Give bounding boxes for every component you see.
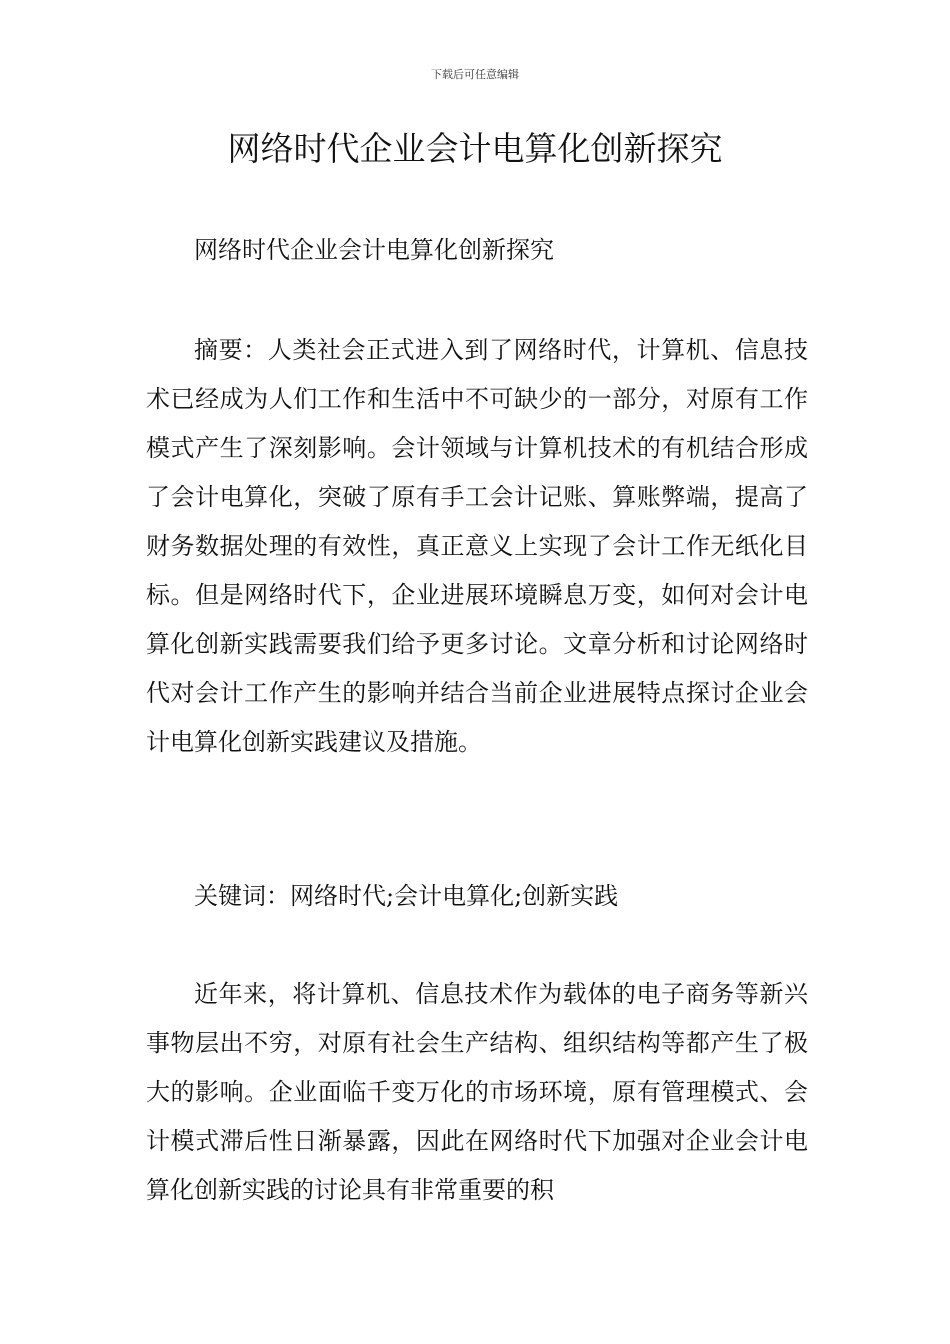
- document-subtitle: 网络时代企业会计电算化创新探究: [194, 236, 554, 264]
- keywords-paragraph: 关键词：网络时代;会计电算化;创新实践: [194, 882, 619, 910]
- abstract-paragraph: 摘要：人类社会正式进入到了网络时代，计算机、信息技术已经成为人们工作和生活中不可缺少的一部分，对原有工作模式产生了深刻影响。会计领域与计算机技术的有机结合形成了会计电算化，突破了原有手工会计记账、算账弊端，提高了财务数据处理的有效性，真正意义上实现了会计工作无纸化目标。但是网络时代下，企业进展环境瞬息万变，如何对会计电算化创新实践需要我们给予更多讨论。文章分析和讨论网络时代对会计工作产生的影响并结合当前企业进展特点探讨企业会计电算化创新实践建议及措施。: [146, 336, 808, 756]
- header-note: 下载后可任意编辑: [431, 68, 519, 81]
- document-title: 网络时代企业会计电算化创新探究: [227, 129, 723, 168]
- intro-paragraph: 近年来，将计算机、信息技术作为载体的电子商务等新兴事物层出不穷，对原有社会生产结构、组织结构等都产生了极大的影响。企业面临千变万化的市场环境，原有管理模式、会计模式滞后性日渐暴露，因此在网络时代下加强对企业会计电算化创新实践的讨论具有非常重要的积: [146, 980, 808, 1204]
